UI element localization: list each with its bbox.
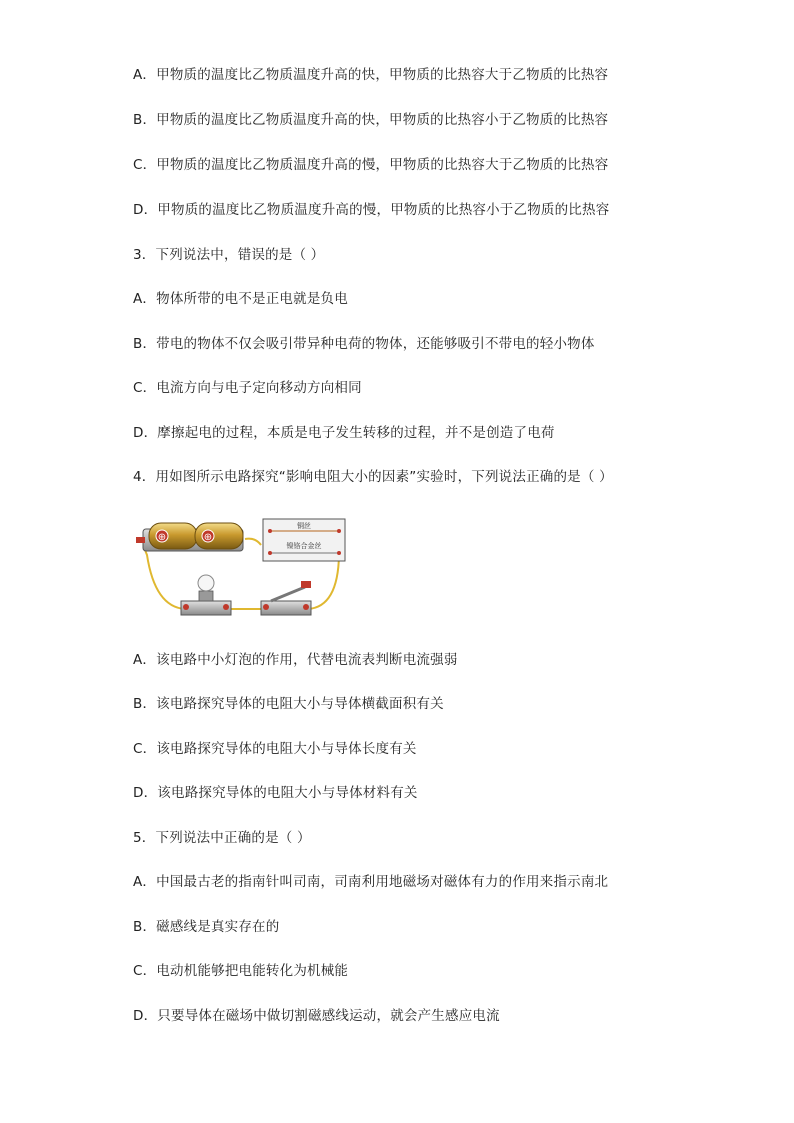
q2-option-a: A．甲物质的温度比乙物质温度升高的快，甲物质的比热容大于乙物质的比热容: [133, 67, 609, 83]
q4-stem: 4．用如图所示电路探究“影响电阻大小的因素”实验时，下列说法正确的是（ ）: [133, 469, 613, 485]
q5-option-a: A．中国最古老的指南针叫司南，司南利用地磁场对磁体有力的作用来指示南北: [133, 874, 609, 890]
q4-option-c: C．该电路探究导体的电阻大小与导体长度有关: [133, 741, 417, 757]
lamp-bulb: [198, 575, 214, 591]
q4-option-a: A．该电路中小灯泡的作用，代替电流表判断电流强弱: [133, 652, 458, 668]
q2-option-d: D．甲物质的温度比乙物质温度升高的慢，甲物质的比热容小于乙物质的比热容: [133, 202, 610, 218]
copper-wire-label: 铜丝: [297, 522, 311, 530]
q3-option-d: D．摩擦起电的过程，本质是电子发生转移的过程，并不是创造了电荷: [133, 425, 555, 441]
q3-stem: 3．下列说法中，错误的是（ ）: [133, 247, 325, 263]
q2-option-b: B．甲物质的温度比乙物质温度升高的快，甲物质的比热容小于乙物质的比热容: [133, 112, 609, 128]
circuit-figure: [133, 515, 353, 625]
q4-option-d: D．该电路探究导体的电阻大小与导体材料有关: [133, 785, 418, 801]
nichrome-wire-label: 镍铬合金丝: [286, 542, 322, 550]
q3-option-c: C．电流方向与电子定向移动方向相同: [133, 380, 362, 396]
switch-lever: [271, 587, 305, 601]
q4-option-b: B．该电路探究导体的电阻大小与导体横截面积有关: [133, 696, 444, 712]
wire-battery-board: [245, 539, 261, 545]
battery-sign-1: ⊕: [157, 532, 167, 543]
q3-option-b: B．带电的物体不仅会吸引带异种电荷的物体，还能够吸引不带电的轻小物体: [133, 336, 595, 352]
q2-option-c: C．甲物质的温度比乙物质温度升高的慢，甲物质的比热容大于乙物质的比热容: [133, 157, 609, 173]
q5-option-c: C．电动机能够把电能转化为机械能: [133, 963, 349, 979]
q5-stem: 5．下列说法中正确的是（ ）: [133, 830, 311, 846]
q5-option-b: B．磁感线是真实存在的: [133, 919, 280, 935]
battery-sign-2: ⊕: [203, 532, 213, 543]
q3-option-a: A．物体所带的电不是正电就是负电: [133, 291, 348, 307]
q5-option-d: D．只要导体在磁场中做切割磁感线运动，就会产生感应电流: [133, 1008, 500, 1024]
